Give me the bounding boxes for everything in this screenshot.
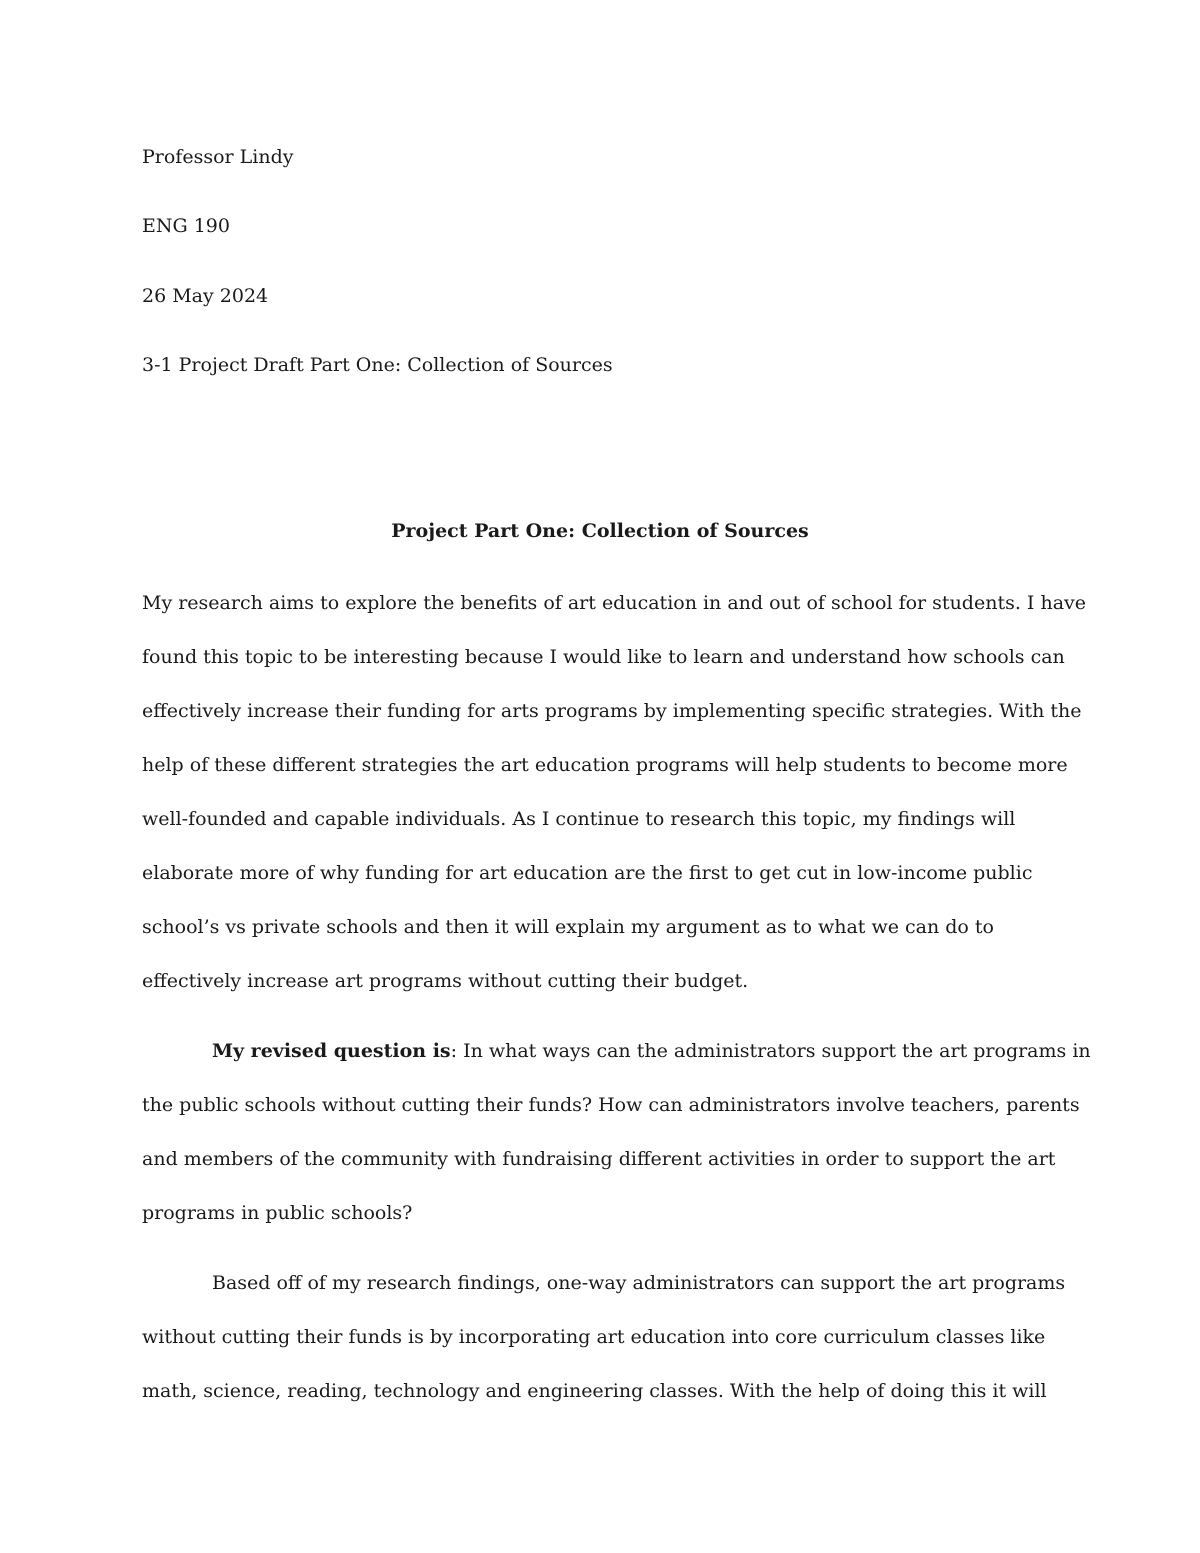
document-title: Project Part One: Collection of Sources: [391, 520, 809, 542]
paragraph-1-line: effectively increase their funding for arts programs by implementing specific strategies. With the: [142, 700, 1082, 722]
revised-question-text: : In what ways can the administrators support the art programs in: [450, 1040, 1091, 1062]
paragraph-1-line: My research aims to explore the benefits of art education in and out of school for students. I have: [142, 592, 1086, 614]
assignment-title: 3-1 Project Draft Part One: Collection of Sources: [142, 354, 613, 376]
paragraph-2-line: the public schools without cutting their funds? How can administrators involve teachers, parents: [142, 1094, 1080, 1116]
date: 26 May 2024: [142, 285, 269, 307]
course-code: ENG 190: [142, 215, 230, 237]
paragraph-2-line: and members of the community with fundraising different activities in order to support the art: [142, 1148, 1056, 1170]
paragraph-1-line: elaborate more of why funding for art education are the first to get cut in low-income public: [142, 862, 1033, 884]
paragraph-3-line: without cutting their funds is by incorporating art education into core curriculum classes like: [142, 1326, 1046, 1348]
professor-name: Professor Lindy: [142, 146, 294, 168]
paragraph-2-line: programs in public schools?: [142, 1202, 413, 1224]
paragraph-1-line: well-founded and capable individuals. As I continue to research this topic, my findings will: [142, 808, 1016, 830]
paragraph-3-line: Based off of my research findings, one-way administrators can support the art programs: [212, 1272, 1066, 1294]
paragraph-1-line: school’s vs private schools and then it will explain my argument as to what we can do to: [142, 916, 994, 938]
paragraph-3-line: math, science, reading, technology and engineering classes. With the help of doing this it will: [142, 1380, 1047, 1402]
paragraph-1-line: help of these different strategies the art education programs will help students to become more: [142, 754, 1068, 776]
paragraph-1-line: found this topic to be interesting because I would like to learn and understand how schools can: [142, 646, 1065, 668]
paragraph-1-line: effectively increase art programs without cutting their budget.: [142, 970, 749, 992]
paragraph-2-first-line: [212, 1039, 1091, 1063]
revised-question-label: My revised question is: [212, 1040, 451, 1062]
